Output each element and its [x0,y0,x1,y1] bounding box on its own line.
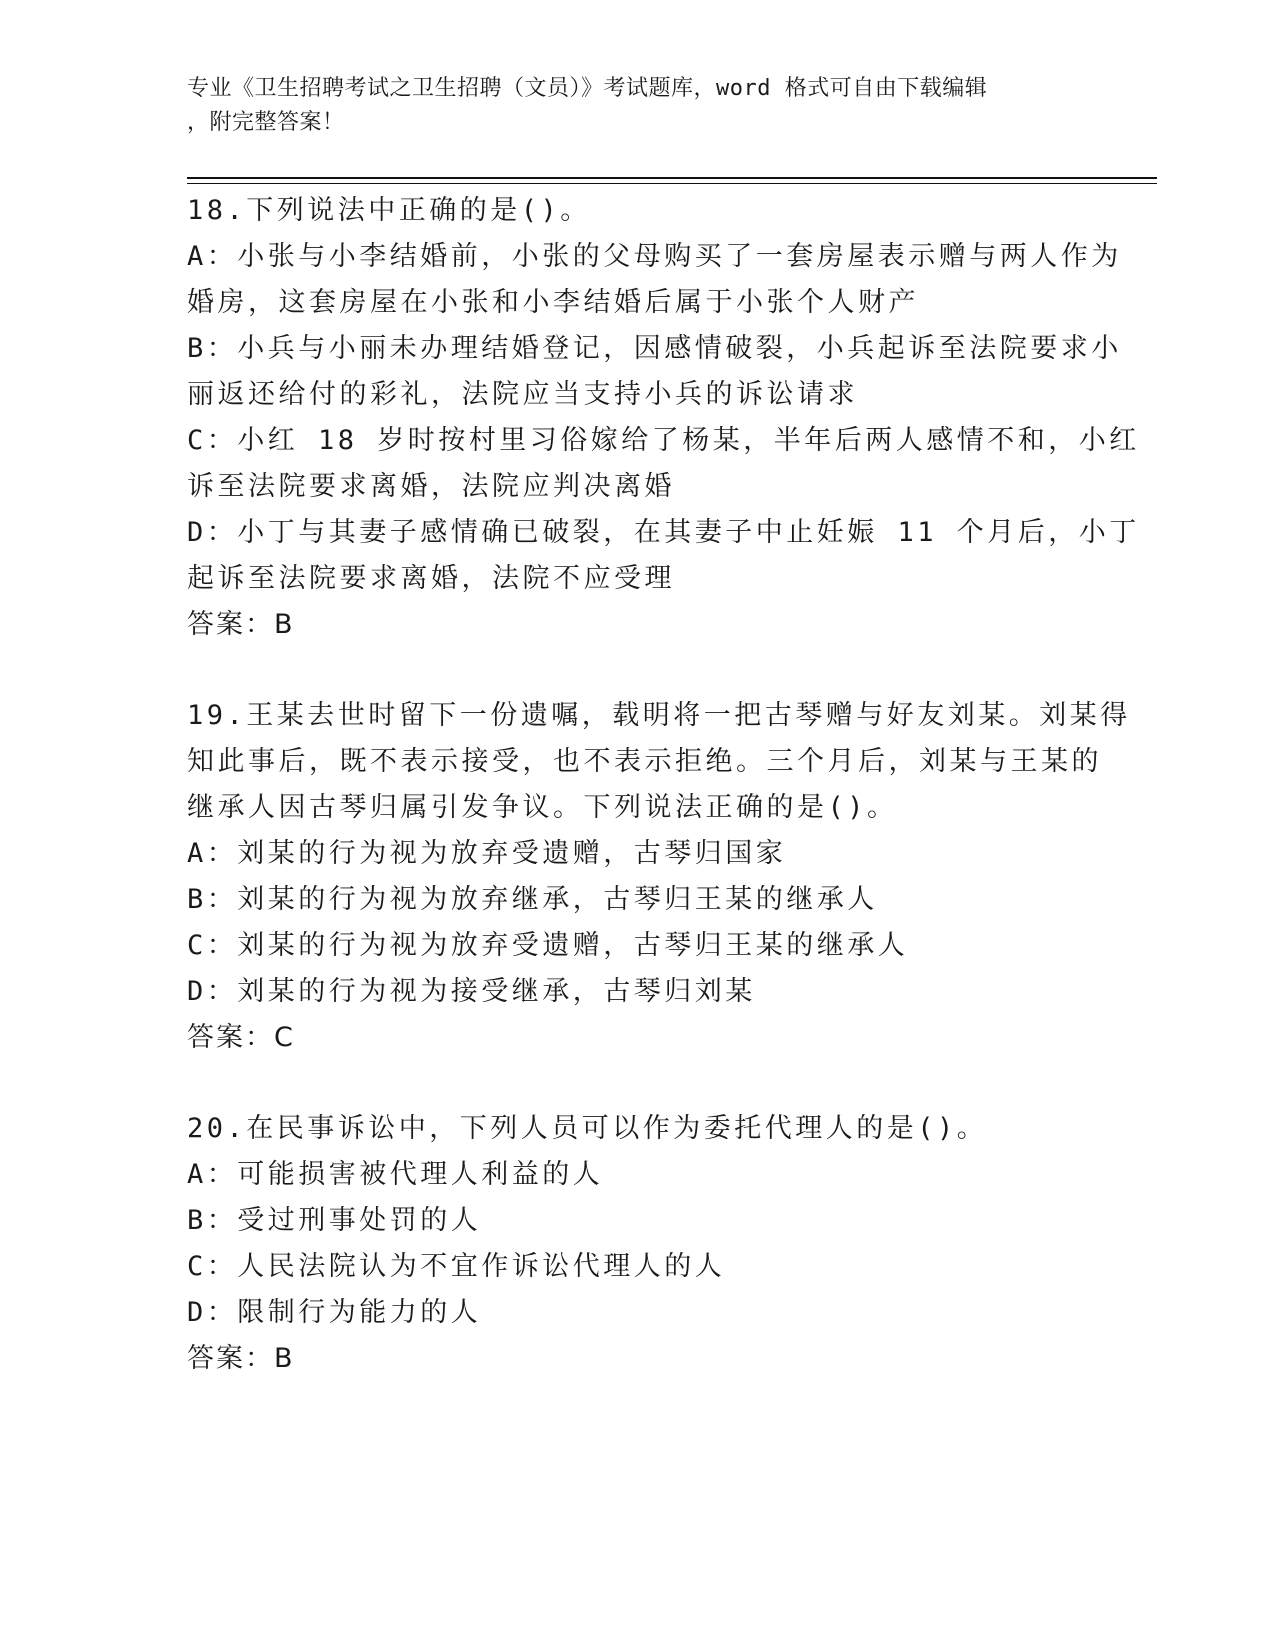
option-c-line: C：人民法院认为不宜作诉讼代理人的人 [187,1251,726,1282]
question-list [187,188,1140,1427]
option-c-line: C：刘某的行为视为放弃受遗赠，古琴归王某的继承人 [187,930,909,961]
header-divider-thick [187,177,1157,179]
option-a-line: A：小张与小李结婚前，小张的父母购买了一套房屋表示赠与两人作为 [187,241,1122,272]
option-b-line: B：小兵与小丽未办理结婚登记，因感情破裂，小兵起诉至法院要求小 [187,333,1122,364]
option-b-line: 丽返还给付的彩礼，法院应当支持小兵的诉讼请求 [187,379,858,410]
option-d-line: D：限制行为能力的人 [187,1297,482,1328]
header-line-2: ，附完整答案！ [187,110,345,135]
option-a-line: A：可能损害被代理人利益的人 [187,1159,604,1190]
header-divider-thin [187,183,1157,184]
answer-value: C [274,1022,293,1053]
option-b-line: B：受过刑事处罚的人 [187,1205,482,1236]
option-d-line: D：小丁与其妻子感情确已破裂，在其妻子中止妊娠 11 个月后，小丁 [187,517,1140,548]
question-stem: 20.在民事诉讼中，下列人员可以作为委托代理人的是()。 [187,1113,988,1144]
question-19 [187,693,1131,1061]
question-stem: 18.下列说法中正确的是()。 [187,195,591,226]
option-b-line: B：刘某的行为视为放弃继承，古琴归王某的继承人 [187,884,878,915]
question-20 [187,1106,1087,1382]
answer-value: B [274,1343,293,1374]
question-18 [187,188,1140,648]
question-stem: 知此事后，既不表示接受，也不表示拒绝。三个月后，刘某与王某的 [187,746,1102,777]
option-d-line: D：刘某的行为视为接受继承，古琴归刘某 [187,976,756,1007]
answer-value: B [274,609,293,640]
header-line-1: 专业《卫生招聘考试之卫生招聘（文员）》考试题库，word 格式可自由下载编辑 [187,76,988,101]
answer [187,1336,1087,1382]
option-a-line: 婚房，这套房屋在小张和小李结婚后属于小张个人财产 [187,287,919,318]
answer-label: 答案： [187,1022,274,1053]
answer-label: 答案： [187,1343,274,1374]
answer-label: 答案： [187,609,274,640]
answer [187,1015,1087,1061]
question-stem: 19.王某去世时留下一份遗嘱，载明将一把古琴赠与好友刘某。刘某得 [187,700,1131,731]
option-d-line: 起诉至法院要求离婚，法院不应受理 [187,563,675,594]
option-a-line: A：刘某的行为视为放弃受遗赠，古琴归国家 [187,838,787,869]
document-header [187,72,1087,140]
option-c-line: C：小红 18 岁时按村里习俗嫁给了杨某，半年后两人感情不和，小红 [187,425,1140,456]
question-stem: 继承人因古琴归属引发争议。下列说法正确的是()。 [187,792,898,823]
answer [187,602,1087,648]
option-c-line: 诉至法院要求离婚，法院应判决离婚 [187,471,675,502]
